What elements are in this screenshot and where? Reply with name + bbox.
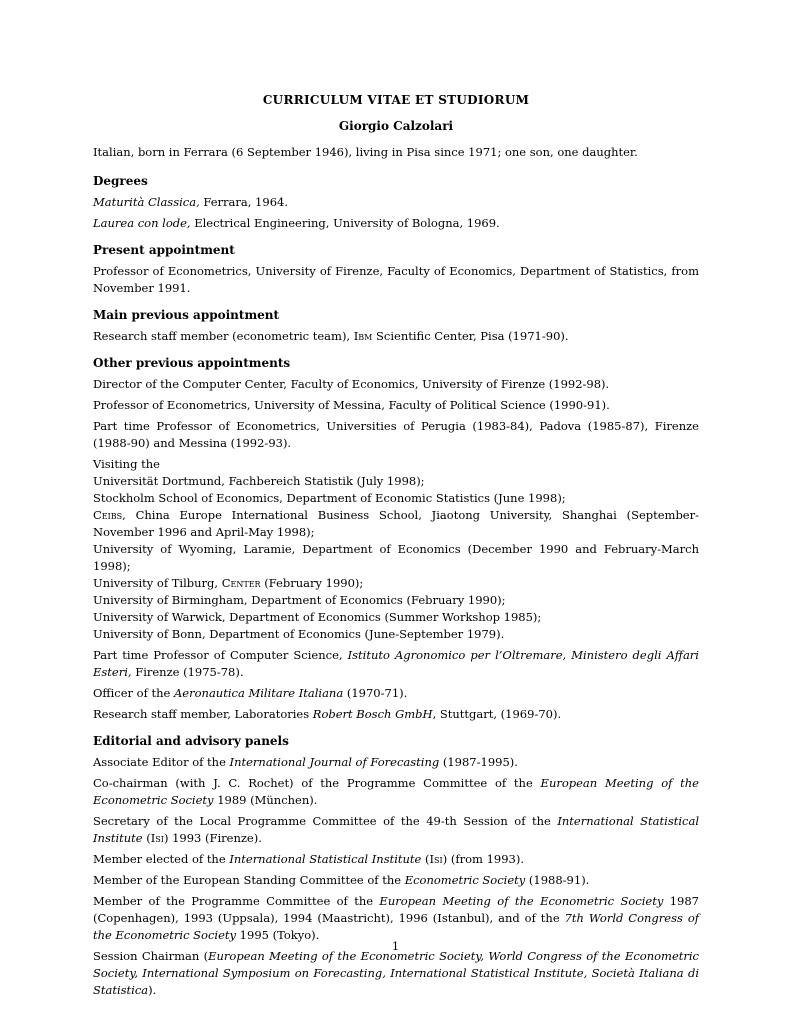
center-acronym: Center — [221, 576, 261, 590]
editorial-item — [93, 872, 699, 889]
other-appointments-heading: Other previous appointments — [93, 356, 291, 370]
event-name: European Meeting of the Econometric Society — [93, 776, 699, 807]
event-name: European Meeting of the Econometric Society — [379, 894, 664, 908]
degree-item — [93, 194, 699, 211]
text-fragment: (1988-91). — [525, 873, 590, 887]
visiting-item: Stockholm School of Economics, Department of Economic Statistics (June 1998); — [93, 491, 566, 505]
visiting-item: University of Bonn, Department of Economics (June-September 1979). — [93, 627, 505, 641]
institution-name: International Statistical Institute — [229, 852, 422, 866]
ceibs-acronym: Ceibs — [93, 508, 123, 522]
visiting-item: University of Birmingham, Department of Economics (February 1990); — [93, 593, 506, 607]
text-fragment: Member of the European Standing Committee of the — [93, 873, 405, 887]
text-fragment: ( — [142, 831, 151, 845]
text-fragment: ) (from 1993). — [442, 852, 524, 866]
event-name: 7th World Congress of the Econometric Society — [93, 911, 700, 942]
text-fragment: 1989 (München). — [213, 793, 318, 807]
document-title: CURRICULUM VITAE ET STUDIORUM — [262, 93, 530, 107]
text-fragment: Associate Editor of the — [93, 755, 230, 769]
text-fragment: Secretary of the Local Programme Committee of the 49-th Session of the — [93, 814, 558, 828]
main-previous-text — [93, 328, 699, 345]
degrees-heading: Degrees — [93, 174, 148, 188]
text-fragment: 1995 (Tokyo). — [236, 928, 320, 942]
isi-acronym: Isi — [429, 852, 443, 866]
main-previous-heading: Main previous appointment — [93, 308, 280, 322]
text-fragment: ). — [148, 983, 157, 997]
cv-page — [93, 92, 699, 1009]
editorial-section — [93, 733, 699, 999]
text-fragment: (1987-1995). — [439, 755, 518, 769]
appointment-item — [93, 706, 699, 723]
visiting-item — [93, 507, 699, 541]
text-fragment: Member of the Programme Committee of the — [93, 894, 380, 908]
text-fragment: Research staff member (econometric team), — [93, 329, 354, 343]
page-number: 1 — [391, 939, 400, 953]
text-fragment: Co-chairman (with J. C. Rochet) of the Programme Committee of the — [93, 776, 541, 790]
text-fragment: Officer of the — [93, 686, 174, 700]
degree-title: Laurea con lode, — [93, 216, 191, 230]
ibm-acronym: Ibm — [353, 329, 373, 343]
text-fragment: , Stuttgart, (1969-70). — [432, 707, 562, 721]
text-fragment: (February 1990); — [260, 576, 364, 590]
text-fragment: Session Chairman ( — [93, 949, 209, 963]
text-fragment: 1987 (Copenhagen), 1993 (Uppsala), 1994 (Maastricht), 1996 (Istanbul), and of the — [93, 894, 699, 925]
institution-name: Aeronautica Militare Italiana — [174, 686, 344, 700]
institution-name: International Statistical Institute — [93, 814, 699, 845]
text-fragment: , China Europe International Business School, Jiaotong University, Shanghai (September-November 1996 and April-May 1998); — [93, 508, 699, 539]
present-appointment-section — [93, 242, 699, 297]
text-fragment: Part time Professor of Computer Science, — [93, 648, 348, 662]
visiting-item: Universität Dortmund, Fachbereich Statistik (July 1998); — [93, 474, 425, 488]
main-previous-section — [93, 307, 699, 345]
other-appointments-section — [93, 355, 699, 723]
appointment-item: Part time Professor of Econometrics, Universities of Perugia (1983-84), Padova (1985-87), Firenze (1988-90) and Messina (1992-93). — [93, 419, 699, 450]
isi-acronym: Isi — [150, 831, 164, 845]
appointment-item — [93, 685, 699, 702]
editorial-item — [93, 893, 699, 944]
text-fragment: Firenze (1975-78). — [131, 665, 244, 679]
editorial-item — [93, 754, 699, 771]
intro-paragraph: Italian, born in Ferrara (6 September 1946), living in Pisa since 1971; one son, one daughter. — [93, 145, 638, 159]
text-fragment: ) 1993 (Firenze). — [163, 831, 262, 845]
editorial-heading: Editorial and advisory panels — [93, 734, 289, 748]
text-fragment: Scientific Center, Pisa (1971-90). — [372, 329, 569, 343]
institution-name: Istituto Agronomico per l’Oltremare, Ministero degli Affari Esteri, — [93, 648, 699, 679]
present-appointment-heading: Present appointment — [93, 243, 235, 257]
text-fragment: Member elected of the — [93, 852, 230, 866]
author-name: Giorgio Calzolari — [338, 119, 454, 133]
appointment-item: Professor of Econometrics, University of Messina, Faculty of Political Science (1990-91). — [93, 398, 610, 412]
society-name: Econometric Society — [404, 873, 526, 887]
appointment-item — [93, 647, 699, 681]
editorial-item — [93, 948, 699, 999]
degrees-section — [93, 173, 699, 232]
visiting-item: University of Warwick, Department of Economics (Summer Workshop 1985); — [93, 610, 542, 624]
degree-item — [93, 215, 699, 232]
institution-name: Robert Bosch GmbH — [312, 707, 433, 721]
visiting-list — [93, 456, 699, 643]
visiting-item: University of Wyoming, Laramie, Department of Economics (December 1990 and February-March 1998); — [93, 542, 699, 573]
degree-detail: Electrical Engineering, University of Bologna, 1969. — [190, 216, 500, 230]
appointment-item: Director of the Computer Center, Faculty of Economics, University of Firenze (1992-98). — [93, 377, 610, 391]
journal-name: International Journal of Forecasting — [229, 755, 440, 769]
visiting-label: Visiting the — [93, 457, 160, 471]
degree-title: Maturità Classica, — [93, 195, 200, 209]
text-fragment: ( — [421, 852, 430, 866]
degree-detail: Ferrara, 1964. — [199, 195, 288, 209]
visiting-item — [93, 575, 699, 592]
text-fragment: University of Tilburg, — [93, 576, 222, 590]
editorial-item — [93, 775, 699, 809]
text-fragment: Research staff member, Laboratories — [93, 707, 313, 721]
editorial-item — [93, 813, 699, 847]
editorial-item — [93, 851, 699, 868]
event-list: European Meeting of the Econometric Society, World Congress of the Econometric Society, International Symposium on Forecasting, International Statistical Institute, Società Italiana di Statistica — [93, 949, 699, 997]
present-appointment-text: Professor of Econometrics, University of Firenze, Faculty of Economics, Department of Statistics, from November 1991. — [93, 264, 699, 295]
text-fragment: (1970-71). — [343, 686, 408, 700]
